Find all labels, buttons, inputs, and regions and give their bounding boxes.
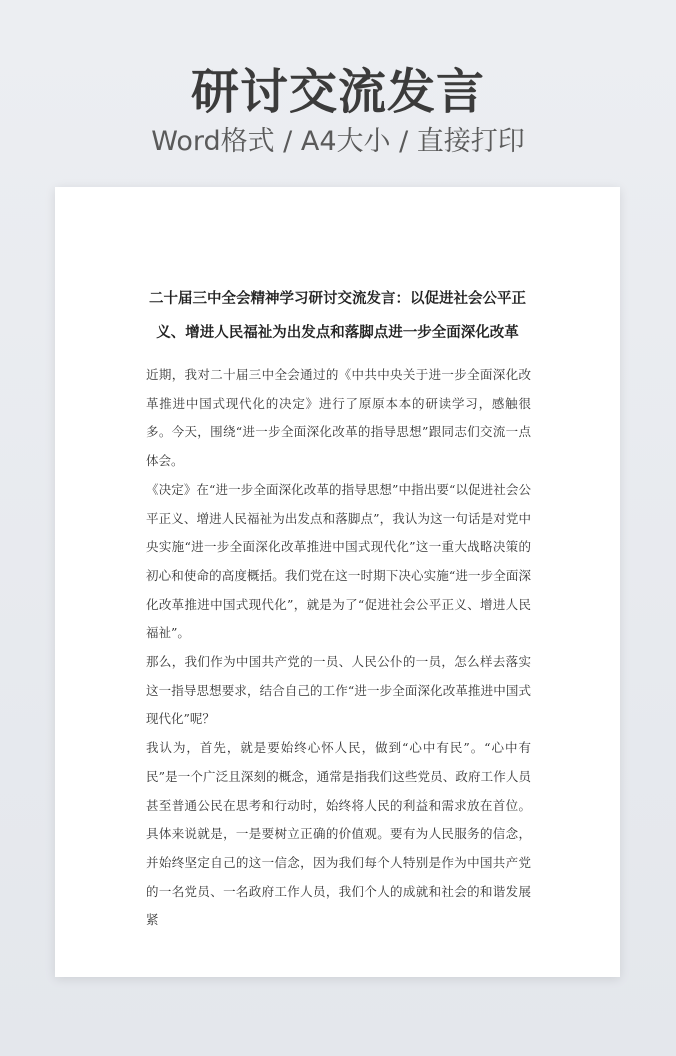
document-page: [55, 187, 620, 977]
document-body: [146, 361, 531, 935]
document-title: 二十届三中全会精神学习研讨交流发言：以促进社会公平正义、增进人民福祉为出发点和落脚点进一步全面深化改革: [149, 290, 526, 341]
document-paragraph: 《决定》在“进一步全面深化改革的指导思想”中指出要“以促进社会公平正义、增进人民福祉为出发点和落脚点”，我认为这一句话是对党中央实施“进一步全面深化改革推进中国式现代化”这一重大战略决策的初心和使命的高度概括。我们党在这一时期下决心实施“进一步全面深化改革推进中国式现代化”，就是为了“促进社会公平正义、增进人民福祉”。: [146, 481, 531, 641]
document-paragraph: 那么，我们作为中国共产党的一员、人民公仆的一员，怎么样去落实这一指导思想要求，结合自己的工作“进一步全面深化改革推进中国式现代化”呢？: [146, 654, 531, 727]
promo-title: 研讨交流发言: [190, 64, 485, 120]
document-paragraph: 我认为，首先，就是要始终心怀人民，做到“心中有民”。“心中有民”是一个广泛且深刻的概念，通常是指我们这些党员、政府工作人员甚至普通公民在思考和行动时，始终将人民的利益和需求放在首位。具体来说就是，一是要树立正确的价值观。要有为人民服务的信念，并始终坚定自己的这一信念，因为我们每个人特别是作为中国共产党的一名党员、一名政府工作人员，我们个人的成就和社会的和谐发展紧: [146, 740, 531, 928]
promo-header: [0, 62, 676, 160]
promo-subtitle: Word格式 / A4大小 / 直接打印: [151, 126, 525, 157]
document-paragraph: 近期，我对二十届三中全会通过的《中共中央关于进一步全面深化改革推进中国式现代化的决定》进行了原原本本的研读学习，感触很多。今天，围绕“进一步全面深化改革的指导思想”跟同志们交流一点体会。: [146, 367, 531, 469]
